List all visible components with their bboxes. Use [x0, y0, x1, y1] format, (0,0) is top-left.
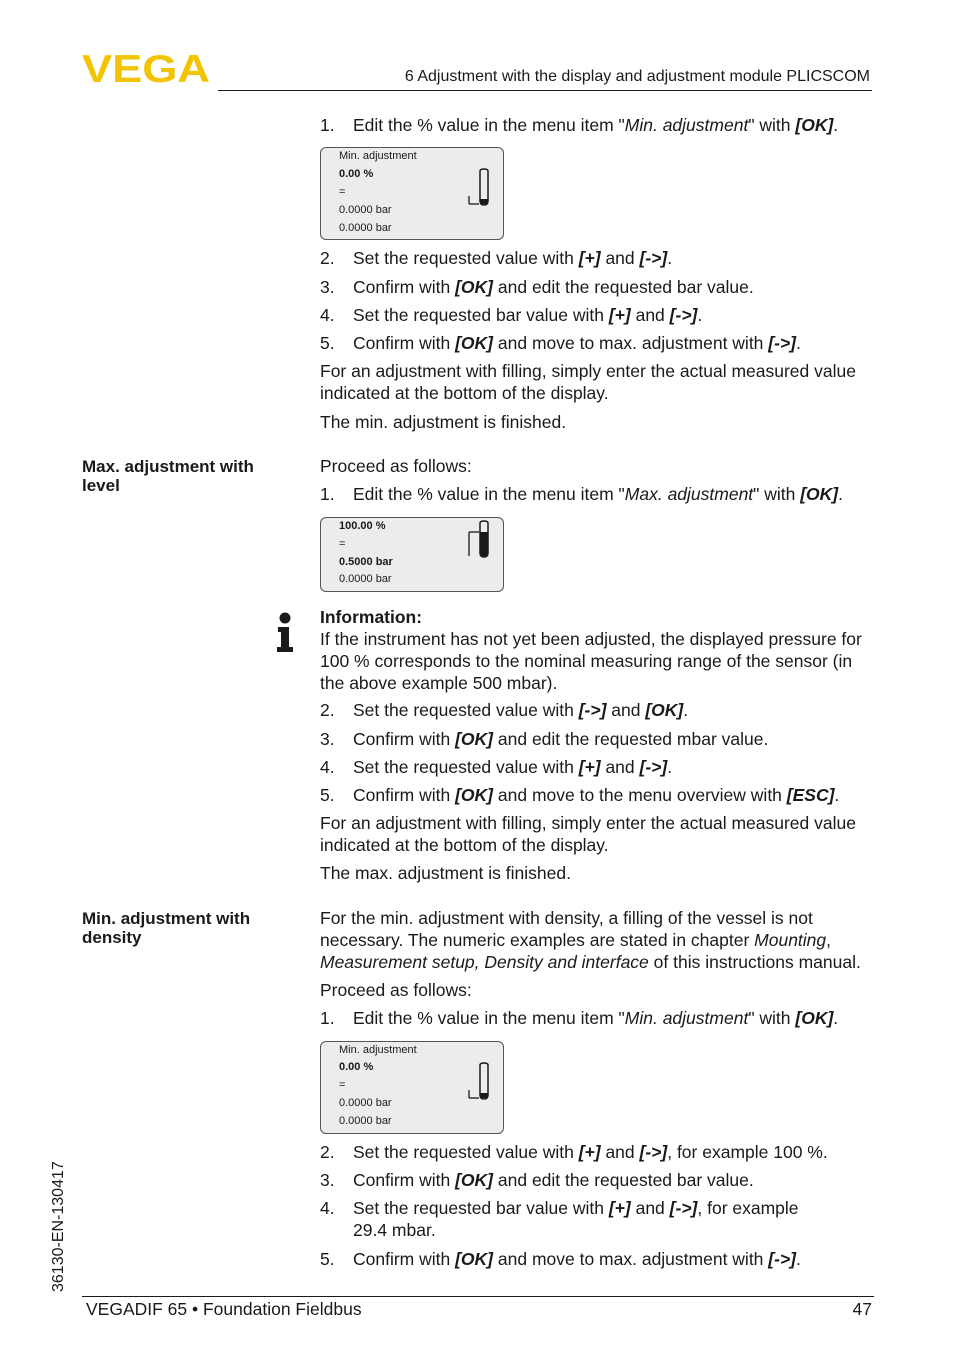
step-5-confirm-move: 5. Confirm with [OK] and move to max. adjustment with [->].	[320, 1249, 801, 1269]
footer-product: VEGADIF 65 • Foundation Fieldbus	[86, 1299, 362, 1319]
proceed-text: Proceed as follows:	[320, 456, 472, 476]
vessel-empty-icon	[467, 168, 497, 208]
step-4-set-value: 4. Set the requested value with [+] and [->].	[320, 757, 673, 777]
step-3-confirm: 3. Confirm with [OK] and edit the requested mbar value.	[320, 729, 769, 749]
step-5-confirm-move: 5. Confirm with [OK] and move to max. adjustment with [->].	[320, 333, 801, 353]
step-1-min-adjustment: 1. Edit the % value in the menu item "Min. adjustment" with [OK].	[320, 1008, 839, 1028]
step-4-set-bar: 4. Set the requested bar value with [+] and [->], for example 29.4 mbar.	[320, 1198, 799, 1240]
density-intro: For the min. adjustment with density, a filling of the vessel is not necessary. The numeric examples are stated in chapter Mounting, Measurement setup, Density and interface of this instructions manual.	[320, 908, 861, 972]
vega-logo	[82, 52, 212, 84]
filling-note: For an adjustment with filling, simply enter the actual measured value indicated at the bottom of the display.	[320, 361, 856, 403]
footer-divider	[82, 1296, 874, 1297]
max-finished: The max. adjustment is finished.	[320, 863, 571, 883]
vessel-empty-icon	[467, 1062, 497, 1102]
document-number: 36130-EN-130417	[50, 1161, 67, 1292]
vessel-full-icon	[467, 520, 497, 560]
lcd-display-min: Min. adjustment 0.00 % = 0.0000 bar 0.0000 bar	[320, 147, 504, 240]
heading-max-adjustment-level: Max. adjustment with level	[82, 457, 254, 495]
step-1-min-adjustment: 1. Edit the % value in the menu item "Min. adjustment" with [OK].	[320, 115, 839, 135]
svg-text:VEGA: VEGA	[82, 52, 210, 84]
step-2-set-value: 2. Set the requested value with [+] and [->].	[320, 248, 673, 268]
page-number: 47	[852, 1299, 872, 1319]
step-2-set-value: 2. Set the requested value with [+] and [->], for example 100 %.	[320, 1142, 828, 1162]
heading-min-adjustment-density: Min. adjustment with density	[82, 909, 251, 947]
step-3-confirm: 3. Confirm with [OK] and edit the requested bar value.	[320, 277, 754, 297]
step-4-set-bar: 4. Set the requested bar value with [+] and [->].	[320, 305, 703, 325]
step-5-confirm-esc: 5. Confirm with [OK] and move to the menu overview with [ESC].	[320, 785, 840, 805]
chapter-title: 6 Adjustment with the display and adjustment module PLICSCOM	[404, 68, 870, 85]
header-divider	[218, 90, 872, 91]
filling-note: For an adjustment with filling, simply enter the actual measured value indicated at the bottom of the display.	[320, 813, 856, 855]
info-text: If the instrument has not yet been adjusted, the displayed pressure for 100 % corresponds to the nominal measuring range of the sensor (in the above example 500 mbar).	[320, 629, 862, 693]
proceed-text: Proceed as follows:	[320, 980, 472, 1000]
step-3-confirm: 3. Confirm with [OK] and edit the requested bar value.	[320, 1170, 754, 1190]
min-finished: The min. adjustment is finished.	[320, 412, 567, 432]
step-1-max-adjustment: 1. Edit the % value in the menu item "Max. adjustment" with [OK].	[320, 484, 844, 504]
step-2-set-value: 2. Set the requested value with [->] and [OK].	[320, 700, 689, 720]
info-icon	[274, 612, 296, 654]
info-title: Information:	[320, 607, 423, 627]
lcd-display-min-density: Min. adjustment 0.00 % = 0.0000 bar 0.0000 bar	[320, 1041, 504, 1134]
lcd-display-max: 100.00 % = 0.5000 bar 0.0000 bar	[320, 517, 504, 592]
